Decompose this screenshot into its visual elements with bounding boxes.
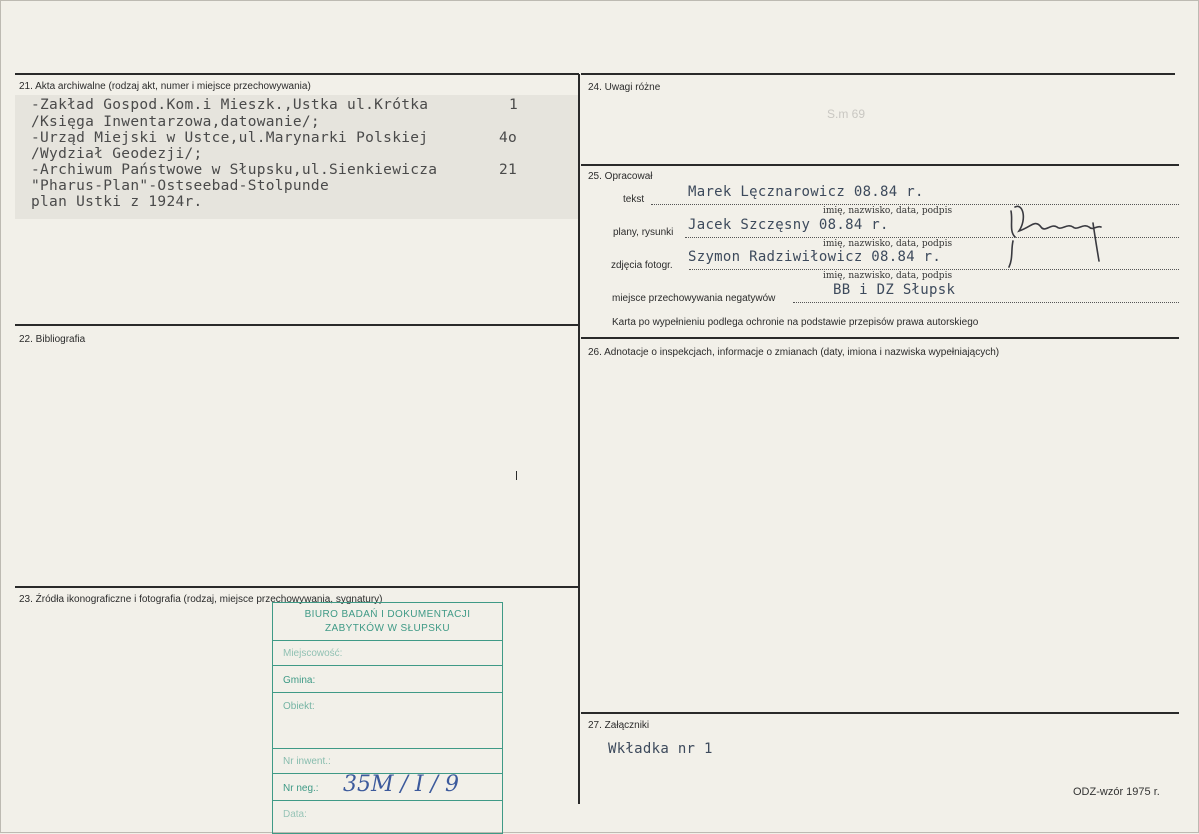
plans-author-caption: imię, nazwisko, data, podpis	[823, 239, 953, 249]
attachment-value: Wkładka nr 1	[608, 741, 713, 757]
rule-26-27	[581, 712, 1179, 714]
section-24-label: 24. Uwagi różne	[588, 82, 661, 93]
plans-author-label: plany, rysunki	[613, 227, 674, 238]
handwritten-signature	[1001, 197, 1111, 271]
stamp-field-obiekt: Obiekt:	[283, 701, 315, 712]
archival-line: -Archiwum Państwowe w Słupsku,ul.Sienkiewicza	[31, 162, 438, 178]
section-22-label: 22. Bibliografia	[19, 334, 86, 345]
stamp-line	[273, 665, 502, 666]
section-26-label: 26. Adnotacje o inspekcjach, informacje o zmianach (daty, imiona i nazwiska wypełniających)	[588, 347, 1000, 358]
stamp-field-gmina: Gmina:	[283, 675, 316, 686]
archival-line: -Urząd Miejski w Ustce,ul.Marynarki Polskiej	[31, 130, 429, 146]
stamp-line	[273, 748, 502, 749]
archival-line: /Wydział Geodezji/;	[31, 146, 203, 162]
faint-pencil-mark: S.m 69	[827, 107, 866, 121]
stamp-line	[273, 640, 502, 641]
section-23-label: 23. Źródła ikonograficzne i fotografia (rodzaj, miejsce przechowywania, sygnatury)	[19, 594, 383, 605]
top-rule-left	[15, 73, 579, 75]
stamp-field-place: Miejscowość:	[283, 648, 343, 659]
archival-line-number: 21	[499, 162, 518, 178]
section-21-label: 21. Akta archiwalne (rodzaj akt, numer i miejsce przechowywania)	[19, 81, 315, 92]
form-identifier: ODZ-wzór 1975 r.	[1073, 786, 1160, 798]
stamp-field-neg: Nr neg.:	[283, 783, 319, 794]
plans-author-value: Jacek Szczęsny 08.84 r.	[688, 217, 889, 233]
vertical-divider	[578, 74, 580, 804]
photos-author-caption: imię, nazwisko, data, podpis	[823, 271, 953, 281]
negatives-storage-value: BB i DZ Słupsk	[833, 282, 956, 298]
negatives-storage-label: miejsce przechowywania negatywów	[612, 293, 776, 304]
stamp-line	[273, 692, 502, 693]
rule-22-23	[15, 586, 579, 588]
archival-line-number: 4o	[499, 130, 518, 146]
section-25-label: 25. Opracował	[588, 171, 653, 182]
archival-line: "Pharus-Plan"-Ostseebad-Stolpunde	[31, 178, 329, 194]
stamp-neg-number-handwritten: 35M / I / 9	[343, 772, 460, 797]
archival-line: plan Ustki z 1924r.	[31, 194, 203, 210]
archival-line: -Zakład Gospod.Kom.i Mieszk.,Ustka ul.Krótka	[31, 97, 429, 113]
rule-25-26	[581, 337, 1179, 339]
text-author-caption: imię, nazwisko, data, podpis	[823, 206, 953, 216]
institution-stamp	[272, 602, 503, 834]
stamp-field-date: Data:	[283, 809, 307, 820]
text-author-value: Marek Lęcznarowicz 08.84 r.	[688, 184, 924, 200]
archival-pasted-slip	[15, 95, 578, 219]
negatives-storage-line	[793, 302, 1179, 303]
archival-line: /Księga Inwentarzowa,datowanie/;	[31, 114, 320, 130]
stamp-header-line1: BIURO BADAŃ I DOKUMENTACJI	[304, 609, 471, 620]
copyright-notice: Karta po wypełnieniu podlega ochronie na podstawie przepisów prawa autorskiego	[612, 317, 979, 328]
top-rule-right	[581, 73, 1175, 75]
section-27-label: 27. Załączniki	[588, 720, 650, 731]
stamp-line	[273, 800, 502, 801]
photos-author-label: zdjęcia fotogr.	[611, 260, 673, 271]
stray-tick	[516, 471, 517, 480]
rule-24-25	[581, 164, 1179, 166]
stamp-field-inwent: Nr inwent.:	[283, 756, 331, 767]
archival-line-number: 1	[509, 97, 519, 113]
text-author-label: tekst	[623, 194, 645, 205]
rule-21-22	[15, 324, 579, 326]
stamp-header-line2: ZABYTKÓW W SŁUPSKU	[325, 623, 450, 634]
photos-author-value: Szymon Radziwiłowicz 08.84 r.	[688, 249, 942, 265]
